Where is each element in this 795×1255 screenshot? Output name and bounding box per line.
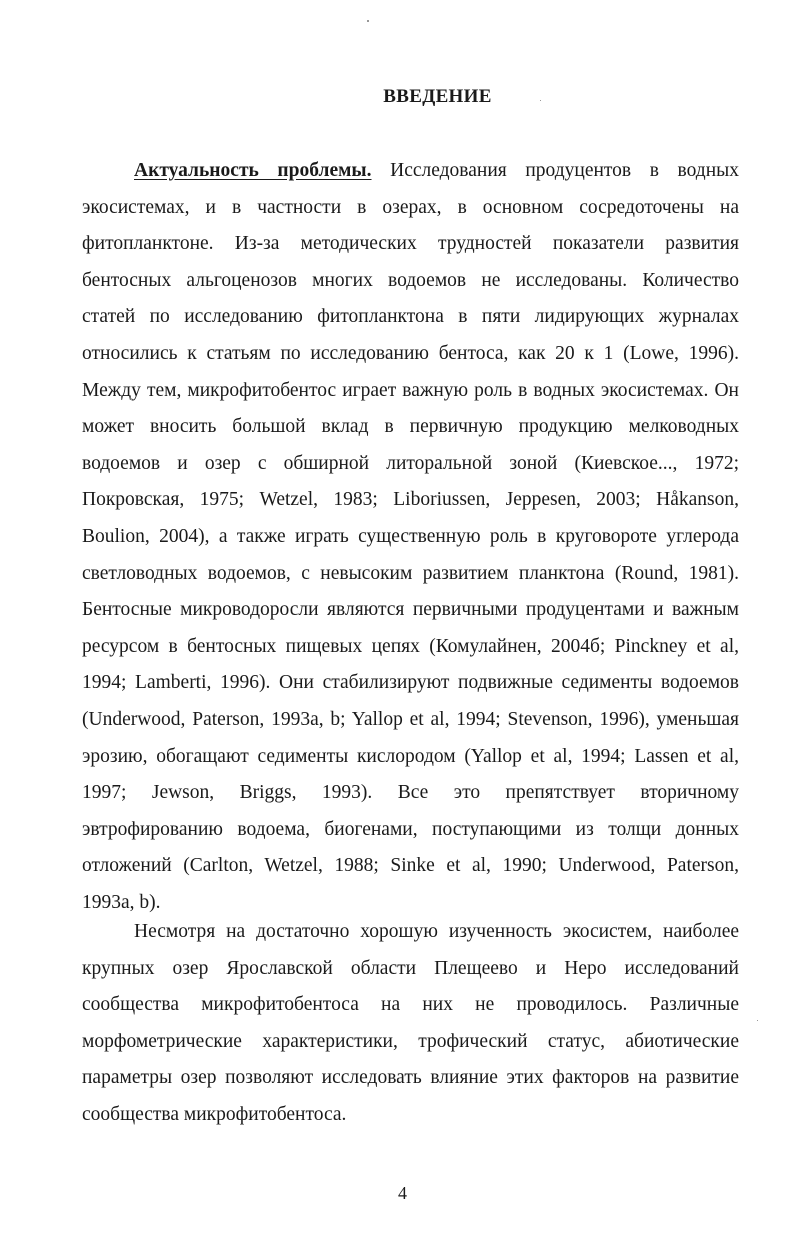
paragraph-relevance bbox=[82, 153, 739, 921]
paragraph-line: морфометрические характеристики, трофический статус, абиотические bbox=[82, 1030, 739, 1052]
paragraph-line: (Underwood, Paterson, 1993a, b; Yallop et al, 1994; Stevenson, 1996), уменьшая bbox=[82, 708, 739, 730]
paragraph-line: Актуальность проблемы. Исследования продуцентов в водных bbox=[134, 160, 739, 181]
paragraph-line: относились к статьям по исследованию бентоса, как 20 к 1 (Lowe, 1996). bbox=[82, 342, 739, 364]
paragraph-line: бентосных альгоценозов многих водоемов не исследованы. Количество bbox=[82, 269, 739, 291]
paragraph-study-gap bbox=[82, 914, 739, 1134]
paragraph-line: Покровская, 1975; Wetzel, 1983; Liboriussen, Jeppesen, 2003; Håkanson, bbox=[82, 489, 739, 511]
paragraph-line: сообщества микрофитобентоса на них не проводилось. Различные bbox=[82, 994, 739, 1016]
paragraph-line: крупных озер Ярославской области Плещеево и Неро исследований bbox=[82, 957, 739, 979]
paragraph-line: Между тем, микрофитобентос играет важную роль в водных экосистемах. Он bbox=[82, 379, 739, 401]
scan-speck bbox=[367, 20, 369, 22]
scan-speck bbox=[757, 1020, 758, 1021]
paragraph-line: параметры озер позволяют исследовать влияние этих факторов на развитие bbox=[82, 1067, 739, 1089]
paragraph-line: 1993a, b). bbox=[82, 891, 161, 913]
paragraph-line: водоемов и озер с обширной литоральной зоной (Киевское..., 1972; bbox=[82, 452, 739, 474]
paragraph-line: экосистемах, и в частности в озерах, в основном сосредоточены на bbox=[82, 196, 739, 218]
page-title: ВВЕДЕНИЕ bbox=[383, 86, 492, 107]
page-number: 4 bbox=[398, 1183, 407, 1203]
paragraph-line: Boulion, 2004), а также играть существенную роль в круговороте углерода bbox=[82, 525, 739, 547]
paragraph-line: может вносить большой вклад в первичную продукцию мелководных bbox=[82, 416, 739, 438]
paragraph-line: сообщества микрофитобентоса. bbox=[82, 1103, 347, 1125]
paragraph-line: ресурсом в бентосных пищевых цепях (Комулайнен, 2004б; Pinckney et al, bbox=[82, 635, 739, 657]
paragraph-line: Несмотря на достаточно хорошую изученность экосистем, наиболее bbox=[134, 921, 739, 942]
paragraph-line: эвтрофированию водоема, биогенами, поступающими из толщи донных bbox=[82, 818, 739, 840]
paragraph-line: эрозию, обогащают седименты кислородом (Yallop et al, 1994; Lassen et al, bbox=[82, 745, 739, 767]
paragraph-line: фитопланктоне. Из-за методических трудностей показатели развития bbox=[82, 233, 739, 255]
paragraph-line: отложений (Carlton, Wetzel, 1988; Sinke et al, 1990; Underwood, Paterson, bbox=[82, 855, 739, 877]
section-lead: Актуальность проблемы. bbox=[134, 160, 372, 181]
paragraph-line: 1994; Lamberti, 1996). Они стабилизируют подвижные седименты водоемов bbox=[82, 672, 739, 694]
paragraph-line: 1997; Jewson, Briggs, 1993). Все это препятствует вторичному bbox=[82, 782, 739, 804]
paragraph-line: Бентосные микроводоросли являются первичными продуцентами и важным bbox=[82, 599, 739, 621]
paragraph-line: статей по исследованию фитопланктона в пяти лидирующих журналах bbox=[82, 306, 739, 328]
paragraph-line: светловодных водоемов, с невысоким развитием планктона (Round, 1981). bbox=[82, 562, 739, 584]
